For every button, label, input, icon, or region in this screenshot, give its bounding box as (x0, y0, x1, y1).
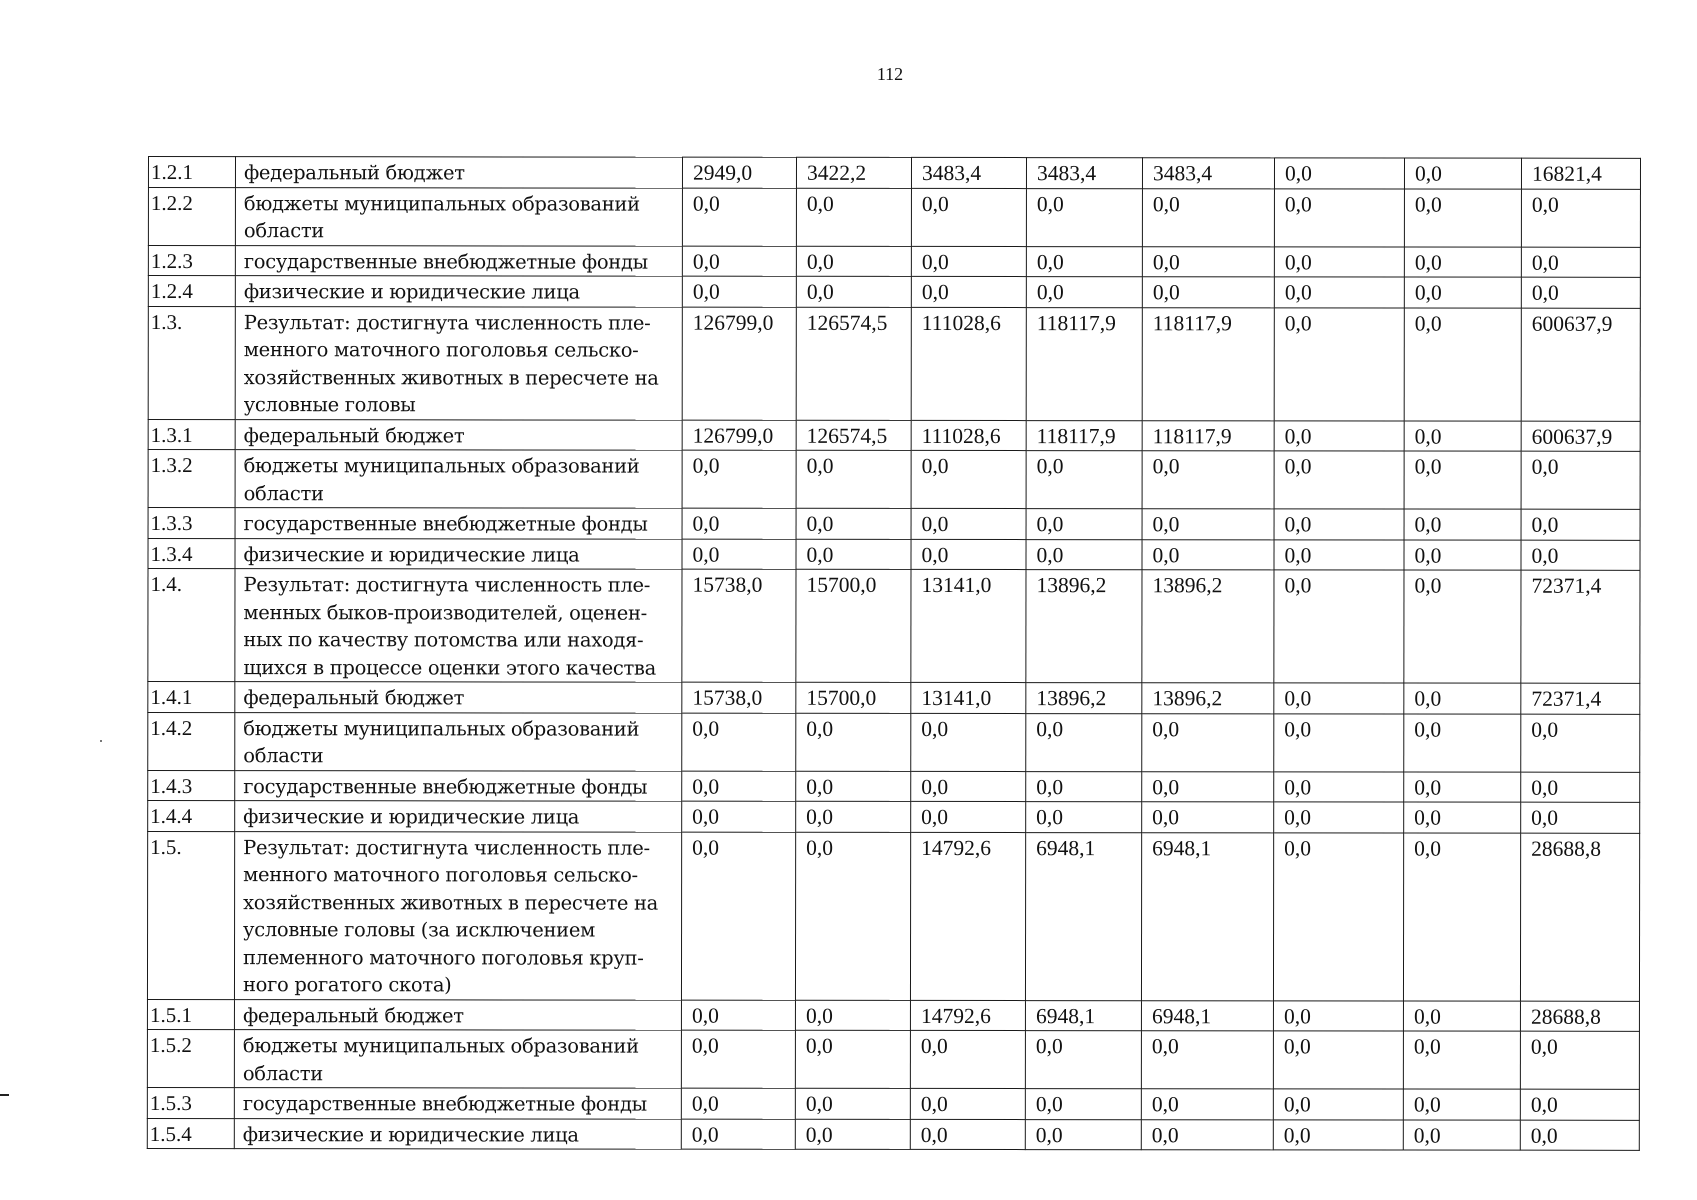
value-cell: 0,0 (796, 450, 911, 508)
row-code: 1.5.3 (147, 1087, 234, 1118)
value-cell: 0,0 (1520, 1120, 1639, 1151)
value-cell: 6948,1 (1025, 1000, 1141, 1031)
value-cell: 0,0 (681, 1088, 795, 1119)
value-cell: 0,0 (910, 1119, 1025, 1150)
row-code: 1.3.3 (148, 508, 235, 539)
table-row (147, 1087, 1639, 1119)
value-cell: 14792,6 (910, 1000, 1025, 1031)
value-cell: 0,0 (1404, 451, 1521, 509)
table-row (148, 306, 1640, 421)
row-name: федеральный бюджет (234, 999, 681, 1030)
value-cell: 28688,8 (1520, 1001, 1639, 1032)
value-cell: 0,0 (1026, 771, 1142, 802)
scan-mark (0, 1094, 9, 1096)
row-name: физические и юридические лица (235, 538, 682, 569)
value-cell: 111028,6 (911, 420, 1026, 451)
value-cell: 0,0 (1404, 714, 1521, 772)
value-cell: 0,0 (911, 188, 1026, 246)
value-cell: 0,0 (796, 539, 911, 570)
value-cell: 0,0 (1404, 772, 1521, 803)
value-cell: 0,0 (1274, 307, 1404, 420)
value-cell: 6948,1 (1025, 832, 1141, 1000)
value-cell: 118117,9 (1026, 307, 1142, 420)
value-cell: 3483,4 (1026, 158, 1142, 189)
budget-table (147, 156, 1641, 1151)
value-cell: 0,0 (681, 1030, 795, 1088)
value-cell: 0,0 (1521, 509, 1640, 540)
value-cell: 0,0 (682, 771, 796, 802)
row-name: государственные внебюджетные фонды (234, 1088, 681, 1119)
value-cell: 0,0 (911, 450, 1026, 508)
value-cell: 72371,4 (1521, 570, 1640, 683)
row-code: 1.4.4 (148, 801, 235, 832)
value-cell: 0,0 (682, 539, 796, 570)
value-cell: 0,0 (1521, 189, 1640, 247)
value-cell: 0,0 (1142, 451, 1274, 509)
value-cell: 16821,4 (1521, 158, 1640, 189)
value-cell: 0,0 (911, 246, 1026, 277)
value-cell: 0,0 (681, 1119, 795, 1150)
value-cell: 0,0 (682, 246, 796, 277)
value-cell: 0,0 (1273, 1119, 1403, 1150)
value-cell: 0,0 (681, 832, 795, 1000)
value-cell: 111028,6 (911, 307, 1026, 420)
table-row (147, 1118, 1639, 1150)
value-cell: 0,0 (1520, 1089, 1639, 1120)
value-cell: 0,0 (911, 539, 1026, 570)
value-cell: 0,0 (911, 771, 1026, 802)
value-cell: 0,0 (795, 1119, 910, 1150)
value-cell: 0,0 (1521, 277, 1640, 308)
value-cell: 0,0 (1404, 802, 1521, 833)
value-cell: 126574,5 (796, 420, 911, 451)
value-cell: 0,0 (911, 713, 1026, 771)
row-name: государственные внебюджетные фонды (235, 508, 682, 539)
value-cell: 0,0 (911, 801, 1026, 832)
value-cell: 0,0 (1274, 570, 1404, 683)
row-code: 1.5.4 (147, 1118, 234, 1149)
row-code: 1.3.1 (148, 419, 235, 450)
value-cell: 0,0 (796, 771, 911, 802)
value-cell: 0,0 (796, 276, 911, 307)
row-name: бюджеты муниципальных образований области (235, 712, 682, 771)
row-name: бюджеты муниципальных образований области (235, 450, 682, 509)
row-code: 1.2.2 (148, 187, 235, 245)
row-code: 1.3.4 (148, 538, 235, 569)
value-cell: 0,0 (1273, 1000, 1403, 1031)
value-cell: 0,0 (1142, 246, 1274, 277)
value-cell: 0,0 (682, 276, 796, 307)
value-cell: 0,0 (1273, 1031, 1403, 1089)
value-cell: 0,0 (1521, 451, 1640, 509)
value-cell: 0,0 (1403, 1001, 1520, 1032)
value-cell: 0,0 (1521, 714, 1640, 772)
value-cell: 72371,4 (1521, 683, 1640, 714)
value-cell: 0,0 (1026, 509, 1142, 540)
value-cell: 0,0 (1520, 1031, 1639, 1089)
table-row (148, 419, 1640, 451)
value-cell: 13896,2 (1142, 683, 1274, 714)
row-name: государственные внебюджетные фонды (235, 245, 682, 276)
row-code: 1.4.2 (148, 712, 235, 770)
value-cell: 0,0 (1142, 509, 1274, 540)
value-cell: 600637,9 (1521, 308, 1640, 421)
row-code: 1.2.3 (148, 245, 235, 276)
value-cell: 6948,1 (1141, 1000, 1273, 1031)
value-cell: 0,0 (796, 188, 911, 246)
row-name: физические и юридические лица (235, 276, 682, 307)
value-cell: 0,0 (1403, 1120, 1520, 1151)
value-cell: 0,0 (1026, 802, 1142, 833)
page-number: 112 (876, 64, 904, 84)
value-cell: 0,0 (1274, 158, 1404, 189)
value-cell: 0,0 (682, 508, 796, 539)
value-cell: 0,0 (682, 713, 796, 771)
value-cell: 0,0 (910, 1030, 1025, 1088)
value-cell: 0,0 (1404, 683, 1521, 714)
value-cell: 0,0 (682, 450, 796, 508)
value-cell: 3483,4 (1142, 158, 1274, 189)
table-row (148, 245, 1640, 277)
value-cell: 0,0 (1521, 802, 1640, 833)
value-cell: 0,0 (1273, 1089, 1403, 1120)
row-code: 1.2.4 (148, 276, 235, 307)
value-cell: 0,0 (1142, 277, 1274, 308)
value-cell: 0,0 (795, 1088, 910, 1119)
value-cell: 6948,1 (1141, 832, 1273, 1000)
value-cell: 0,0 (1274, 420, 1404, 451)
row-name: федеральный бюджет (235, 682, 682, 713)
table-row (148, 157, 1640, 189)
value-cell: 0,0 (1141, 1119, 1273, 1150)
row-name: Результат: достигнута численность пле-менного маточного поголовья сельско-хозяйственных животных в пересчете на условные головы (за исключением племенного маточного поголовья круп-ного рогатого скота) (234, 831, 681, 1000)
value-cell: 0,0 (1404, 277, 1521, 308)
row-name: Результат: достигнута численность пле-менных быков-производителей, оценен-ных по качеству потомства или находя-щихся в процессе оценки этого качества (235, 569, 682, 683)
value-cell: 0,0 (1142, 713, 1274, 771)
table-row (148, 187, 1640, 247)
value-cell: 0,0 (1521, 540, 1640, 571)
value-cell: 0,0 (796, 508, 911, 539)
value-cell: 0,0 (1274, 277, 1404, 308)
value-cell: 3483,4 (911, 157, 1026, 188)
table-row (148, 712, 1640, 772)
value-cell: 0,0 (910, 1088, 1025, 1119)
row-name: физические и юридические лица (234, 1118, 681, 1149)
value-cell: 0,0 (1142, 539, 1274, 570)
scan-speck (100, 740, 102, 742)
value-cell: 600637,9 (1521, 421, 1640, 452)
value-cell: 0,0 (1404, 570, 1521, 683)
value-cell: 0,0 (795, 1030, 910, 1088)
value-cell: 0,0 (1404, 540, 1521, 571)
value-cell: 0,0 (1404, 189, 1521, 247)
value-cell: 0,0 (795, 832, 910, 1000)
value-cell: 126799,0 (682, 420, 796, 451)
value-cell: 0,0 (1404, 308, 1521, 421)
value-cell: 0,0 (1404, 509, 1521, 540)
value-cell: 15738,0 (682, 682, 796, 713)
value-cell: 0,0 (1025, 1031, 1141, 1089)
value-cell: 0,0 (1142, 188, 1274, 246)
value-cell: 13896,2 (1026, 570, 1142, 683)
value-cell: 13896,2 (1142, 570, 1274, 683)
value-cell: 0,0 (1025, 1119, 1141, 1150)
value-cell: 0,0 (1403, 833, 1520, 1001)
value-cell: 0,0 (1142, 802, 1274, 833)
value-cell: 13141,0 (911, 569, 1026, 682)
value-cell: 15738,0 (682, 569, 796, 682)
value-cell: 118117,9 (1142, 420, 1274, 451)
value-cell: 0,0 (1274, 451, 1404, 509)
value-cell: 0,0 (1274, 539, 1404, 570)
row-name: физические и юридические лица (235, 801, 682, 832)
value-cell: 0,0 (1521, 247, 1640, 278)
row-code: 1.4.1 (148, 682, 235, 713)
value-cell: 0,0 (1026, 539, 1142, 570)
value-cell: 0,0 (1521, 772, 1640, 803)
value-cell: 0,0 (1142, 771, 1274, 802)
value-cell: 0,0 (682, 801, 796, 832)
value-cell: 126799,0 (682, 307, 796, 420)
table-row (148, 450, 1640, 510)
table-row (148, 276, 1640, 308)
value-cell: 0,0 (1141, 1031, 1273, 1089)
value-cell: 14792,6 (910, 832, 1025, 1000)
value-cell: 0,0 (796, 801, 911, 832)
row-code: 1.5.2 (147, 1030, 234, 1088)
value-cell: 0,0 (1274, 246, 1404, 277)
value-cell: 0,0 (1274, 713, 1404, 771)
value-cell: 0,0 (1026, 277, 1142, 308)
value-cell: 0,0 (796, 246, 911, 277)
table-row (148, 770, 1640, 802)
row-code: 1.3. (148, 306, 235, 419)
value-cell: 0,0 (1141, 1089, 1273, 1120)
table-row (147, 1030, 1639, 1090)
value-cell: 0,0 (1025, 1089, 1141, 1120)
value-cell: 0,0 (911, 508, 1026, 539)
table-row (148, 538, 1640, 570)
row-name: Результат: достигнута численность пле-менного маточного поголовья сельско-хозяйственных животных в пересчете на условные головы (235, 306, 682, 420)
value-cell: 0,0 (1403, 1031, 1520, 1089)
value-cell: 3422,2 (796, 157, 911, 188)
value-cell: 0,0 (1274, 509, 1404, 540)
table-row (147, 999, 1639, 1031)
value-cell: 0,0 (795, 1000, 910, 1031)
value-cell: 0,0 (1404, 421, 1521, 452)
row-code: 1.4. (148, 569, 235, 682)
value-cell: 13896,2 (1026, 683, 1142, 714)
value-cell: 0,0 (1404, 247, 1521, 278)
value-cell: 118117,9 (1142, 307, 1274, 420)
value-cell: 126574,5 (796, 307, 911, 420)
row-name: федеральный бюджет (235, 419, 682, 450)
row-name: федеральный бюджет (235, 157, 682, 188)
table-row (148, 682, 1640, 714)
row-code: 1.3.2 (148, 450, 235, 508)
table-row (148, 801, 1640, 833)
row-name: бюджеты муниципальных образований области (235, 187, 682, 246)
row-name: государственные внебюджетные фонды (235, 770, 682, 801)
value-cell: 28688,8 (1520, 833, 1639, 1001)
value-cell: 0,0 (681, 1000, 795, 1031)
value-cell: 0,0 (1274, 802, 1404, 833)
value-cell: 0,0 (911, 276, 1026, 307)
value-cell: 0,0 (1274, 683, 1404, 714)
value-cell: 0,0 (1273, 832, 1403, 1000)
value-cell: 15700,0 (796, 682, 911, 713)
row-code: 1.5.1 (147, 999, 234, 1030)
value-cell: 0,0 (1274, 188, 1404, 246)
row-name: бюджеты муниципальных образований области (234, 1030, 681, 1089)
value-cell: 0,0 (1026, 451, 1142, 509)
value-cell: 0,0 (1026, 188, 1142, 246)
table-row (147, 831, 1639, 1001)
value-cell: 0,0 (796, 713, 911, 771)
value-cell: 118117,9 (1026, 420, 1142, 451)
row-code: 1.5. (147, 831, 234, 999)
value-cell: 0,0 (1026, 246, 1142, 277)
value-cell: 0,0 (1404, 158, 1521, 189)
value-cell: 13141,0 (911, 682, 1026, 713)
value-cell: 0,0 (682, 188, 796, 246)
table-row (148, 508, 1640, 540)
value-cell: 0,0 (1026, 713, 1142, 771)
value-cell: 0,0 (1403, 1089, 1520, 1120)
value-cell: 0,0 (1274, 771, 1404, 802)
table-row (148, 569, 1640, 684)
row-code: 1.2.1 (148, 157, 235, 188)
row-code: 1.4.3 (148, 770, 235, 801)
value-cell: 2949,0 (682, 157, 796, 188)
value-cell: 15700,0 (796, 569, 911, 682)
